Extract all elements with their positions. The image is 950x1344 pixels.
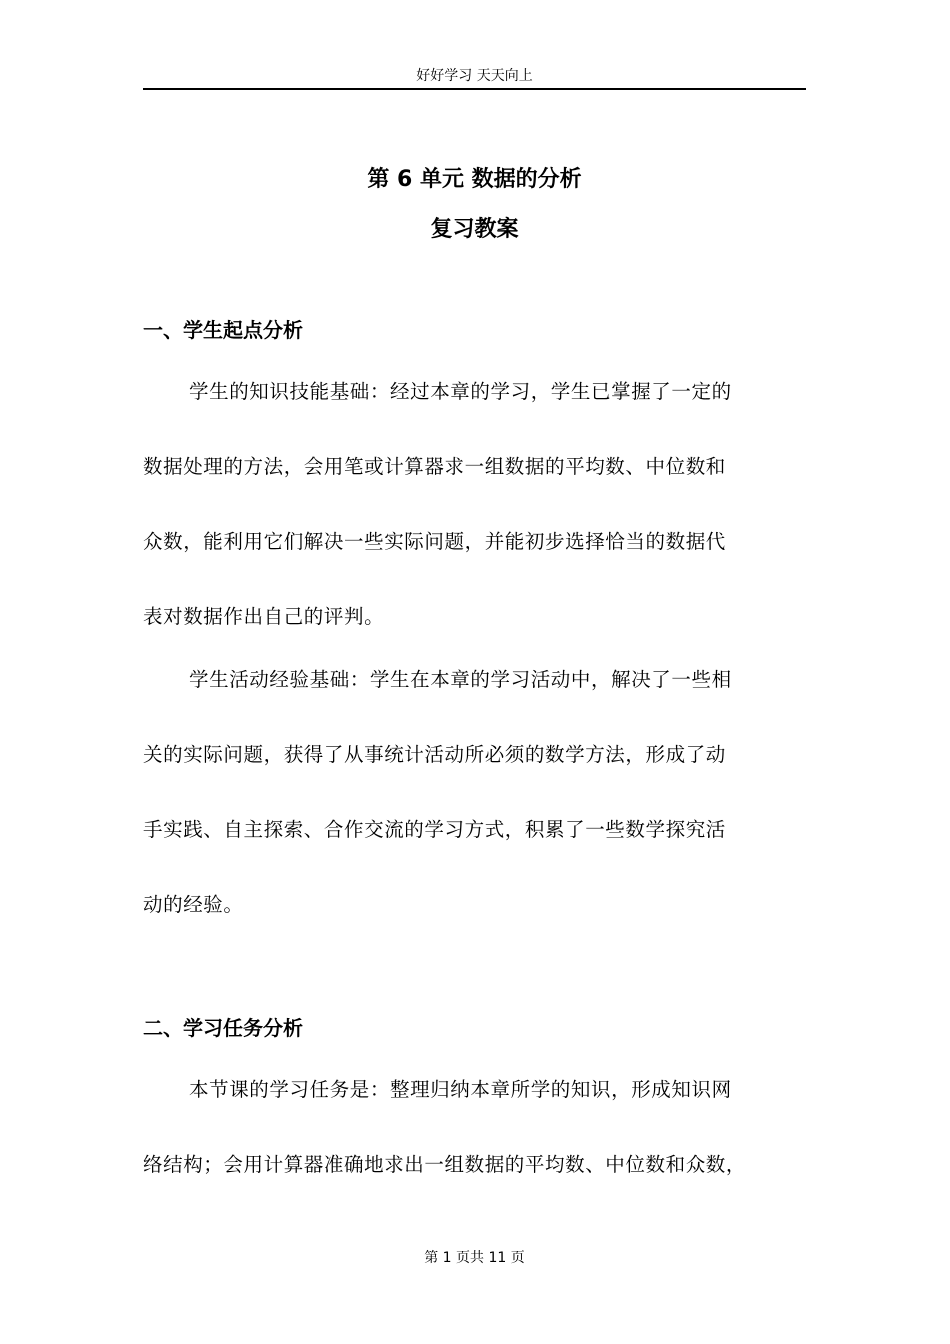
header-divider [143,88,806,90]
paragraph-line: 表对数据作出自己的评判。 [143,605,385,628]
page-footer: 第 1 页共 11 页 [424,1250,525,1266]
page-header: 好好学习 天天向上 [416,68,533,84]
paragraph-line: 络结构；会用计算器准确地求出一组数据的平均数、中位数和众数， [143,1153,747,1176]
section-heading-2: 二、学习任务分析 [143,1016,303,1040]
paragraph-line: 学生的知识技能基础：经过本章的学习，学生已掌握了一定的 [189,380,732,403]
paragraph-line: 动的经验。 [143,893,244,916]
paragraph-line: 众数，能利用它们解决一些实际问题，并能初步选择恰当的数据代 [143,530,726,553]
paragraph-line: 手实践、自主探索、合作交流的学习方式，积累了一些数学探究活 [143,818,726,841]
document-title: 第 6 单元 数据的分析 [367,167,582,192]
document-subtitle: 复习教案 [430,217,519,242]
paragraph-line: 学生活动经验基础：学生在本章的学习活动中，解决了一些相 [189,668,732,691]
paragraph-line: 本节课的学习任务是：整理归纳本章所学的知识，形成知识网 [189,1078,732,1101]
paragraph-line: 数据处理的方法，会用笔或计算器求一组数据的平均数、中位数和 [143,455,726,478]
paragraph-line: 关的实际问题，获得了从事统计活动所必须的数学方法，形成了动 [143,743,726,766]
section-heading-1: 一、学生起点分析 [143,318,303,342]
